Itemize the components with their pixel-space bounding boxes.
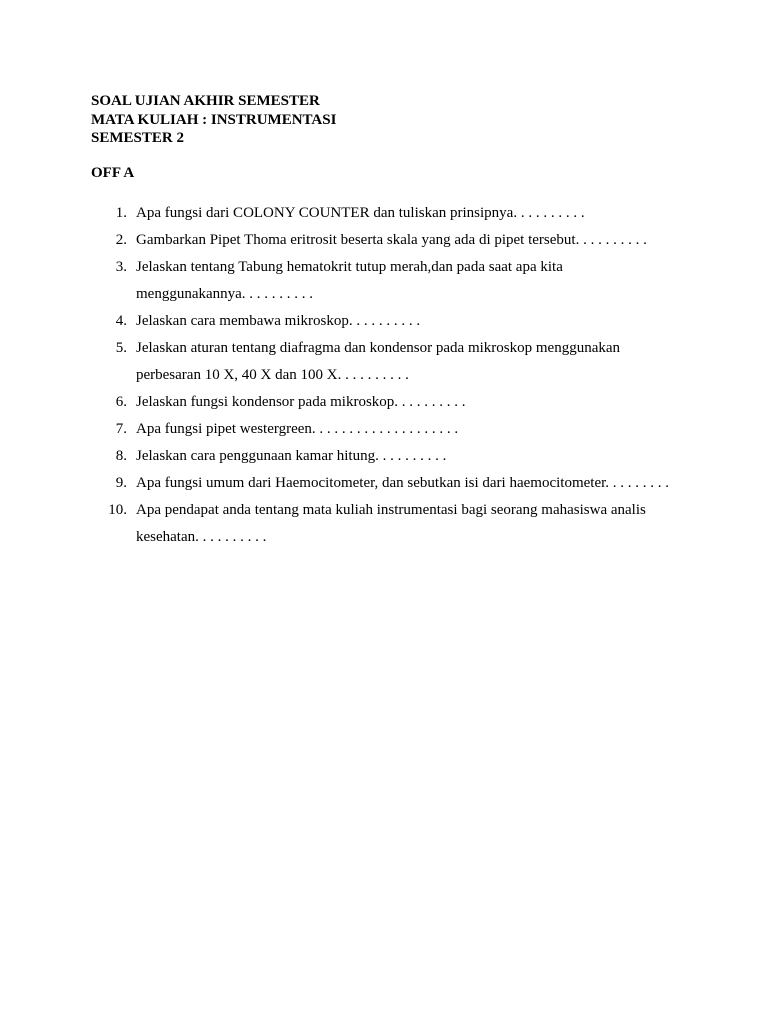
- question-text-continued: kesehatan. . . . . . . . . .: [136, 529, 267, 545]
- question-number: 9.: [115, 475, 127, 491]
- section-label: OFF A: [91, 165, 135, 181]
- question-list: [91, 200, 691, 551]
- question-number: 5.: [115, 340, 127, 356]
- course-name: MATA KULIAH : INSTRUMENTASI: [91, 111, 337, 128]
- question-number: 2.: [115, 232, 127, 248]
- exam-title: SOAL UJIAN AKHIR SEMESTER: [91, 93, 320, 109]
- question-text: Apa fungsi pipet westergreen. . . . . . . . . . . . . . . . . . . .: [136, 421, 459, 437]
- question-item: [91, 200, 691, 227]
- question-item: [91, 443, 691, 470]
- question-number: 7.: [115, 421, 127, 437]
- question-text: Jelaskan cara membawa mikroskop. . . . . . . . . .: [136, 313, 421, 329]
- question-text: Jelaskan aturan tentang diafragma dan kondensor pada mikroskop menggunakan: [136, 340, 621, 356]
- question-text-continued: menggunakannya. . . . . . . . . .: [136, 286, 314, 302]
- question-item: [91, 335, 691, 389]
- semester-label: SEMESTER 2: [91, 130, 184, 146]
- question-item: [91, 389, 691, 416]
- question-text: Jelaskan tentang Tabung hematokrit tutup merah,dan pada saat apa kita: [136, 259, 563, 275]
- question-item: [91, 497, 691, 551]
- question-number: 4.: [115, 313, 127, 329]
- question-item: [91, 308, 691, 335]
- question-number: 10.: [108, 502, 127, 518]
- question-item: [91, 470, 691, 497]
- question-text: Apa pendapat anda tentang mata kuliah instrumentasi bagi seorang mahasiswa analis: [136, 502, 646, 518]
- exam-header: [91, 92, 336, 148]
- question-number: 8.: [115, 448, 127, 464]
- question-number: 1.: [115, 205, 127, 221]
- question-text-continued: perbesaran 10 X, 40 X dan 100 X. . . . . . . . . .: [136, 367, 409, 383]
- question-text: Apa fungsi dari COLONY COUNTER dan tuliskan prinsipnya. . . . . . . . . .: [136, 205, 585, 221]
- question-item: [91, 227, 691, 254]
- question-text: Jelaskan fungsi kondensor pada mikroskop. . . . . . . . . .: [136, 394, 466, 410]
- question-text: Apa fungsi umum dari Haemocitometer, dan sebutkan isi dari haemocitometer. . . . . . . . .: [136, 475, 670, 491]
- question-number: 3.: [115, 259, 127, 275]
- question-item: [91, 416, 691, 443]
- question-number: 6.: [115, 394, 127, 410]
- question-item: [91, 254, 691, 308]
- question-text: Jelaskan cara penggunaan kamar hitung. . . . . . . . . .: [136, 448, 447, 464]
- question-text: Gambarkan Pipet Thoma eritrosit beserta skala yang ada di pipet tersebut. . . . . . . . . .: [136, 232, 647, 248]
